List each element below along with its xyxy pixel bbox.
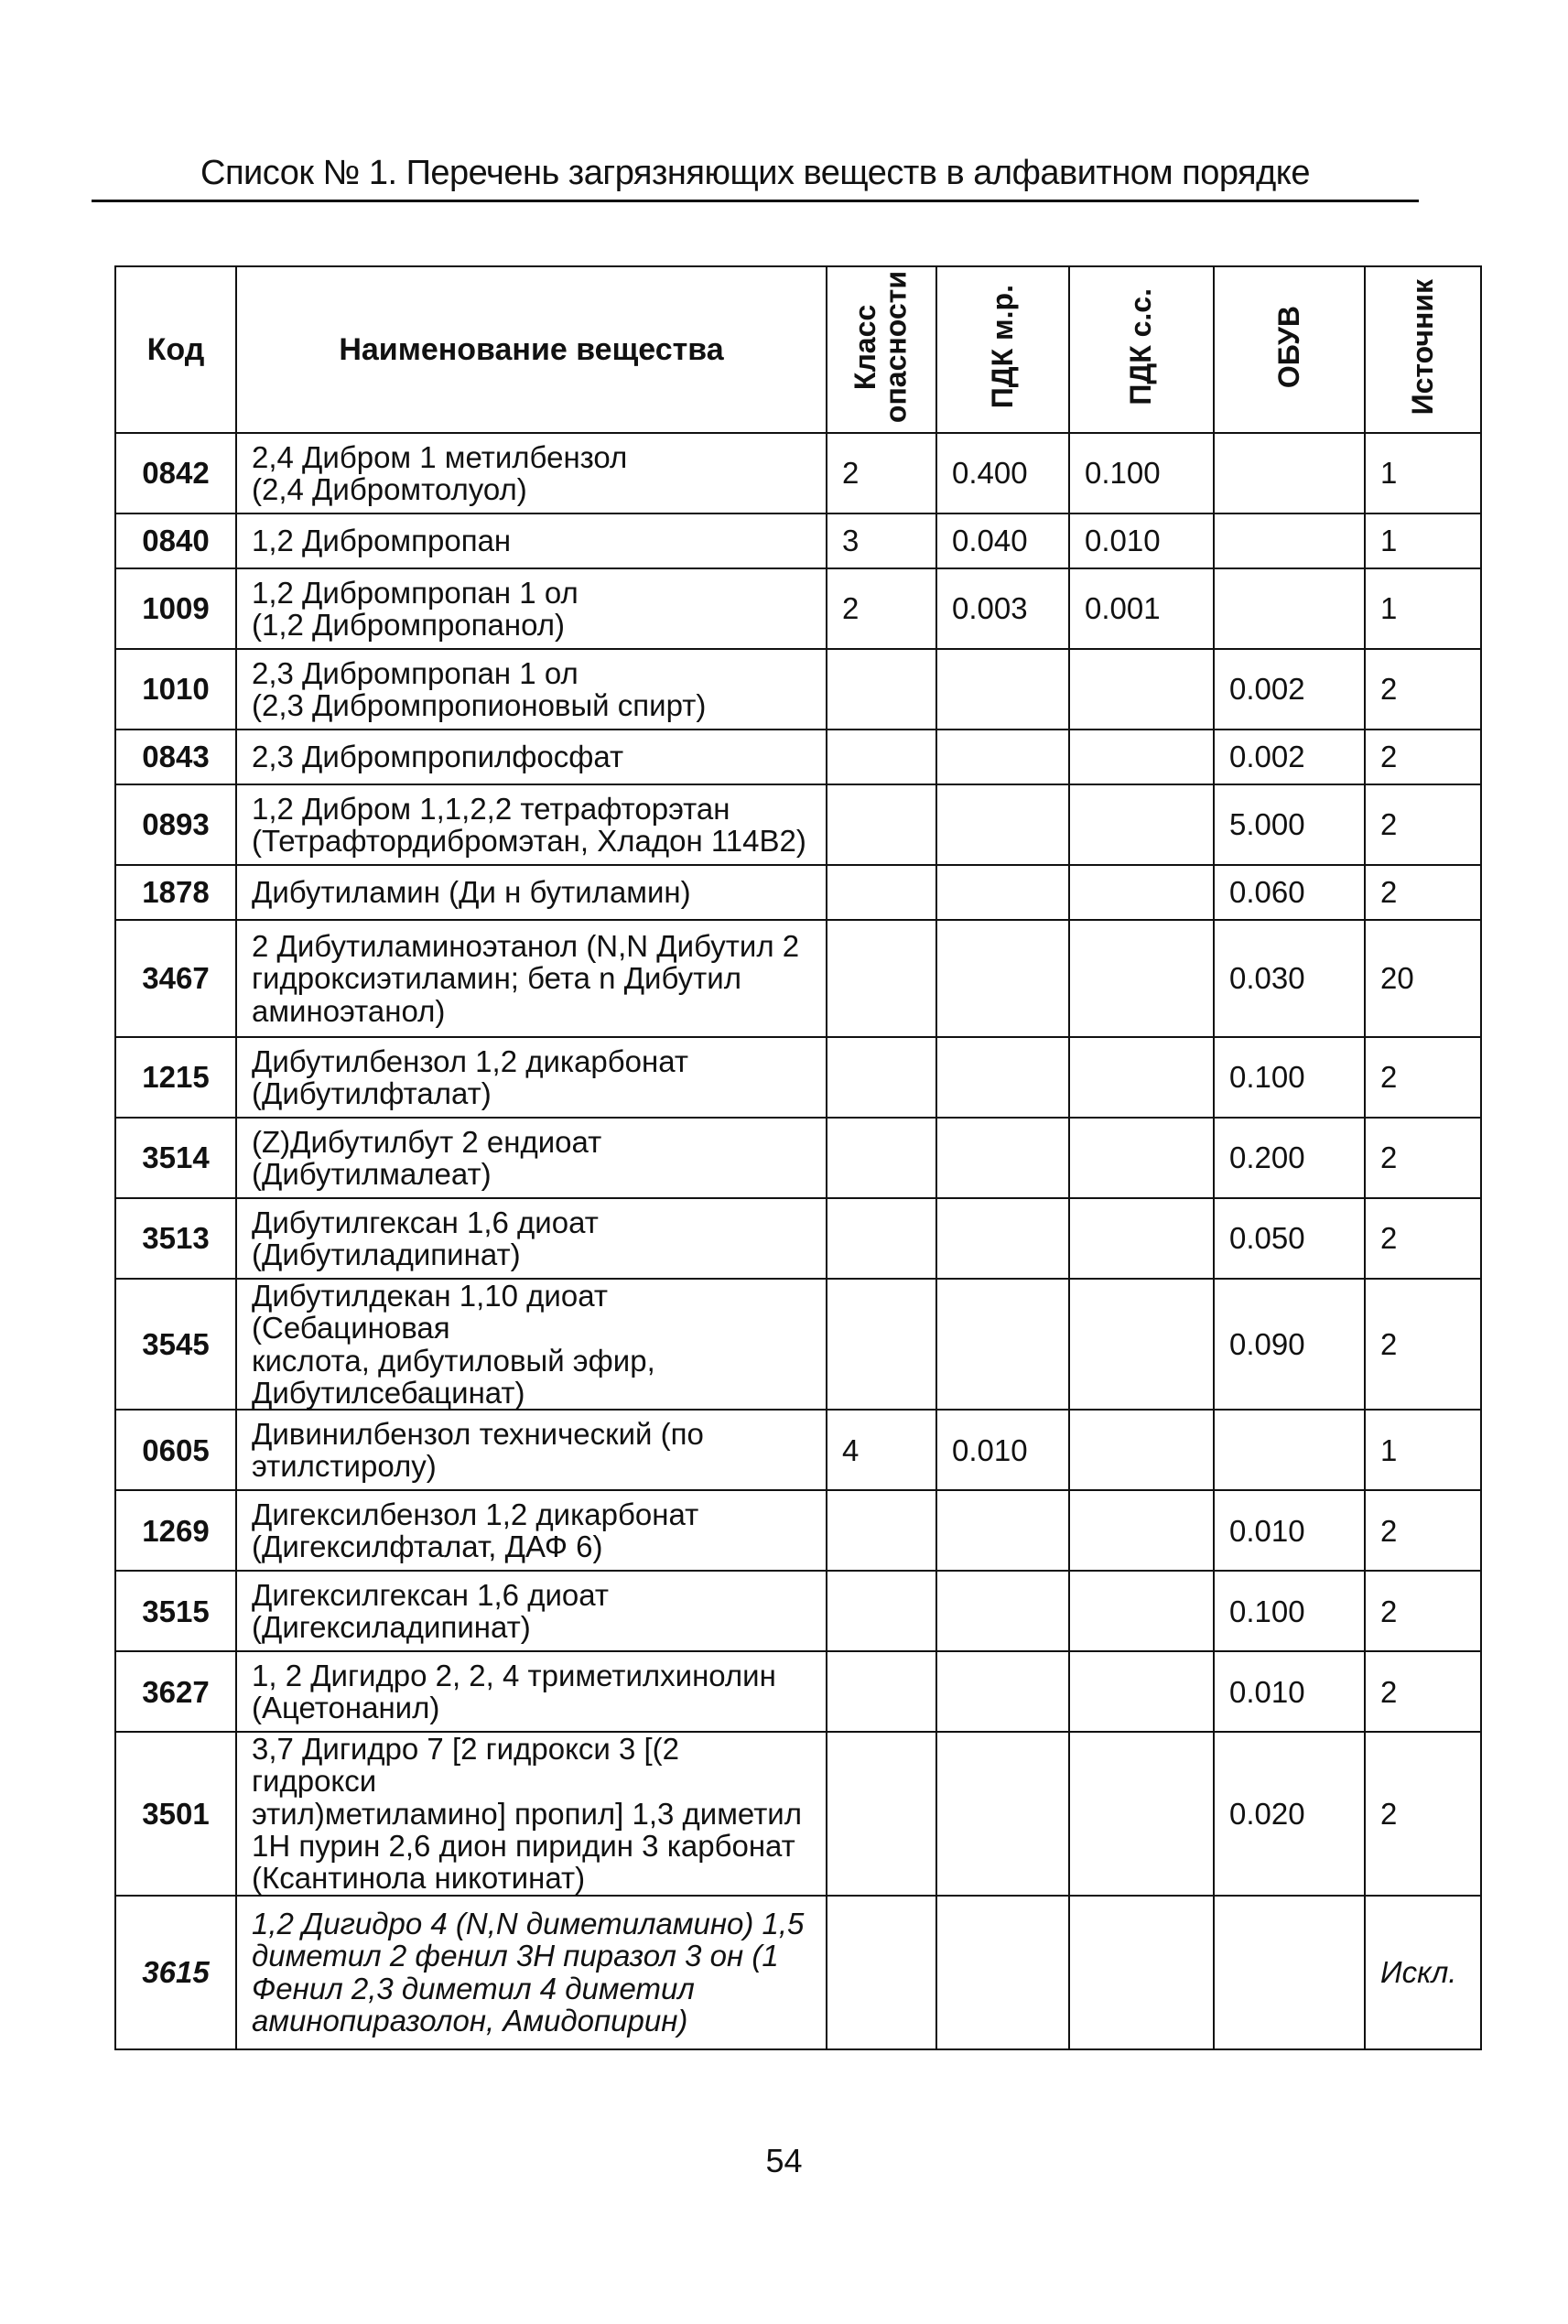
table-row [115, 1279, 1481, 1410]
cell-name-line: Дигексилгексан 1,6 диоат [252, 1577, 609, 1612]
table-row [115, 1037, 1481, 1118]
cell-name-line: 1, 2 Дигидро 2, 2, 4 триметилхинолин [252, 1658, 776, 1692]
cell-code: 0605 [115, 1410, 236, 1490]
cell-obuv [1214, 513, 1365, 568]
cell-pdk-mr [936, 1037, 1069, 1118]
cell-pdk-ss [1069, 1118, 1214, 1198]
table-row [115, 433, 1481, 513]
cell-class [827, 1490, 936, 1571]
cell-name-line: этил)метиламино] пропил] 1,3 диметил [252, 1796, 802, 1831]
cell-name-line: (Ксантинола никотинат) [252, 1861, 586, 1896]
cell-name-line: 2,4 Дибром 1 метилбензол [252, 439, 628, 474]
cell-name-line: аминоэтанол) [252, 993, 446, 1028]
cell-obuv [1214, 433, 1365, 513]
col-header-class-line2: опасности [880, 270, 913, 423]
cell-name [236, 865, 827, 920]
cell-class [827, 865, 936, 920]
cell-source: Искл. [1365, 1896, 1481, 2049]
page-title: Список № 1. Перечень загрязняющих веществ в алфавитном порядке [200, 154, 1310, 192]
cell-code: 3627 [115, 1651, 236, 1732]
cell-code: 1269 [115, 1490, 236, 1571]
cell-pdk-mr [936, 1896, 1069, 2049]
cell-pdk-mr: 0.400 [936, 433, 1069, 513]
col-header-class-line1: Класс [849, 304, 882, 390]
cell-name-line: (Z)Дибутилбут 2 ендиоат [252, 1124, 602, 1159]
cell-obuv [1214, 1896, 1365, 2049]
cell-class: 4 [827, 1410, 936, 1490]
table-row [115, 1490, 1481, 1571]
cell-pdk-mr [936, 1490, 1069, 1571]
col-header-source [1365, 266, 1481, 433]
cell-obuv: 0.090 [1214, 1279, 1365, 1410]
cell-name [236, 1279, 827, 1410]
cell-source: 2 [1365, 1571, 1481, 1651]
cell-name-line: Дигексилбензол 1,2 дикарбонат [252, 1497, 699, 1531]
cell-name [236, 1732, 827, 1895]
cell-pdk-mr [936, 784, 1069, 865]
cell-pdk-mr [936, 1732, 1069, 1895]
cell-name-line: диметил 2 фенил 3Н пиразол 3 он (1 [252, 1939, 779, 1973]
cell-code: 1215 [115, 1037, 236, 1118]
cell-pdk-ss [1069, 1732, 1214, 1895]
cell-class [827, 1571, 936, 1651]
col-header-pdk-ss [1069, 266, 1214, 433]
cell-name [236, 433, 827, 513]
cell-pdk-ss [1069, 920, 1214, 1037]
table-row [115, 920, 1481, 1037]
cell-name-line: (Дибутилмалеат) [252, 1157, 492, 1191]
cell-source: 2 [1365, 784, 1481, 865]
table-row [115, 513, 1481, 568]
cell-name-line: Дибутиламин (Ди н бутиламин) [252, 875, 691, 910]
cell-name-line: кислота, дибутиловый эфир, [252, 1343, 655, 1378]
cell-pdk-mr [936, 649, 1069, 730]
cell-name-line: 1,2 Дибромпропан [252, 524, 512, 558]
cell-name-line: Дибутилдекан 1,10 диоат (Себациновая [252, 1279, 608, 1346]
cell-code: 0842 [115, 433, 236, 513]
cell-source: 2 [1365, 1279, 1481, 1410]
cell-pdk-mr: 0.010 [936, 1410, 1069, 1490]
substances-table [114, 265, 1482, 2050]
cell-class [827, 1118, 936, 1198]
cell-source: 1 [1365, 1410, 1481, 1490]
cell-name-line: 1,2 Дибромпропан 1 ол [252, 575, 579, 610]
cell-code: 0843 [115, 730, 236, 784]
cell-name-line: Фенил 2,3 диметил 4 диметил [252, 1971, 695, 2005]
cell-obuv: 0.050 [1214, 1198, 1365, 1279]
cell-obuv: 0.200 [1214, 1118, 1365, 1198]
cell-code: 3615 [115, 1896, 236, 2049]
cell-name-line: 2,3 Дибромпропан 1 ол [252, 655, 579, 690]
cell-pdk-ss [1069, 865, 1214, 920]
col-header-pdk-mr [936, 266, 1069, 433]
cell-name-line: 2 Дибутиламиноэтанол (N,N Дибутил 2 [252, 929, 800, 964]
cell-code: 3515 [115, 1571, 236, 1651]
cell-code: 0893 [115, 784, 236, 865]
cell-name [236, 1198, 827, 1279]
cell-name [236, 1037, 827, 1118]
cell-pdk-ss [1069, 1490, 1214, 1571]
cell-code: 3545 [115, 1279, 236, 1410]
cell-pdk-ss [1069, 730, 1214, 784]
table-row [115, 1571, 1481, 1651]
cell-class: 2 [827, 568, 936, 649]
cell-source: 2 [1365, 649, 1481, 730]
cell-name [236, 920, 827, 1037]
table-row [115, 865, 1481, 920]
cell-name-line: гидроксиэтиламин; бета n Дибутил [252, 961, 741, 996]
cell-name [236, 1896, 827, 2049]
cell-pdk-mr [936, 730, 1069, 784]
cell-name [236, 649, 827, 730]
cell-pdk-ss [1069, 1279, 1214, 1410]
cell-source: 1 [1365, 568, 1481, 649]
cell-pdk-ss [1069, 1651, 1214, 1732]
cell-name [236, 1651, 827, 1732]
cell-name-line: 3,7 Дигидро 7 [2 гидрокси 3 [(2 гидрокси [252, 1732, 680, 1799]
cell-class [827, 1732, 936, 1895]
page-number: 54 [765, 2142, 803, 2179]
cell-obuv: 0.100 [1214, 1571, 1365, 1651]
cell-obuv: 0.010 [1214, 1490, 1365, 1571]
cell-name-line: Дибутилгексан 1,6 диоат [252, 1205, 599, 1239]
cell-pdk-mr [936, 1118, 1069, 1198]
cell-name [236, 1571, 827, 1651]
cell-class [827, 649, 936, 730]
table-row [115, 649, 1481, 730]
table-row [115, 568, 1481, 649]
cell-name-line: (Дибутиладипинат) [252, 1238, 521, 1271]
cell-obuv: 0.020 [1214, 1732, 1365, 1895]
cell-code: 3467 [115, 920, 236, 1037]
cell-pdk-ss [1069, 784, 1214, 865]
cell-pdk-ss [1069, 1571, 1214, 1651]
col-header-class [827, 266, 936, 433]
cell-source: 1 [1365, 513, 1481, 568]
cell-pdk-ss: 0.100 [1069, 433, 1214, 513]
cell-code: 0840 [115, 513, 236, 568]
cell-pdk-ss [1069, 1896, 1214, 2049]
cell-pdk-ss: 0.001 [1069, 568, 1214, 649]
cell-class [827, 784, 936, 865]
cell-class [827, 920, 936, 1037]
table-row [115, 1198, 1481, 1279]
table-row [115, 730, 1481, 784]
cell-obuv: 0.060 [1214, 865, 1365, 920]
cell-class [827, 730, 936, 784]
col-header-obuv-label: ОБУВ [1271, 305, 1305, 388]
cell-name-line: (Тетрафтордибромэтан, Хладон 114В2) [252, 824, 806, 858]
cell-source: 2 [1365, 730, 1481, 784]
cell-name-line: (Дибутилфталат) [252, 1076, 492, 1110]
cell-source: 2 [1365, 1490, 1481, 1571]
cell-class [827, 1896, 936, 2049]
header-divider [92, 200, 1419, 202]
cell-name-line: (Дигексиладипинат) [252, 1610, 531, 1645]
cell-name-line: (Дигексилфталат, ДАФ 6) [252, 1530, 603, 1564]
col-header-pdk-mr-label: ПДК м.р. [985, 285, 1019, 409]
cell-source: 20 [1365, 920, 1481, 1037]
cell-obuv: 0.002 [1214, 730, 1365, 784]
cell-obuv [1214, 1410, 1365, 1490]
cell-name [236, 568, 827, 649]
cell-name-line: Дибутилсебацинат) [252, 1375, 525, 1410]
cell-class: 3 [827, 513, 936, 568]
cell-name-line: (Ацетонанил) [252, 1691, 440, 1725]
cell-pdk-mr [936, 1198, 1069, 1279]
cell-obuv: 0.100 [1214, 1037, 1365, 1118]
cell-obuv [1214, 568, 1365, 649]
cell-obuv: 0.030 [1214, 920, 1365, 1037]
cell-name [236, 1490, 827, 1571]
cell-pdk-ss [1069, 1037, 1214, 1118]
table-row [115, 1651, 1481, 1732]
table-row [115, 1732, 1481, 1895]
table-row [115, 784, 1481, 865]
cell-pdk-mr [936, 1279, 1069, 1410]
cell-obuv: 0.010 [1214, 1651, 1365, 1732]
cell-pdk-ss: 0.010 [1069, 513, 1214, 568]
col-header-pdk-ss-label: ПДК с.с. [1124, 288, 1158, 405]
cell-name-line: 1,2 Дигидро 4 (N,N диметиламино) 1,5 [252, 1907, 805, 1941]
cell-source: 2 [1365, 1651, 1481, 1732]
cell-code: 1009 [115, 568, 236, 649]
cell-pdk-mr [936, 1571, 1069, 1651]
cell-name-line: (1,2 Дибромпропанол) [252, 608, 566, 642]
cell-name-line: 2,3 Дибромпропилфосфат [252, 740, 624, 774]
cell-name [236, 1410, 827, 1490]
cell-source: 2 [1365, 1118, 1481, 1198]
cell-obuv: 5.000 [1214, 784, 1365, 865]
cell-pdk-mr [936, 865, 1069, 920]
cell-code: 1010 [115, 649, 236, 730]
cell-name [236, 784, 827, 865]
cell-pdk-ss [1069, 1198, 1214, 1279]
cell-name-line: (2,3 Дибромпропионовый спирт) [252, 688, 707, 722]
table-row [115, 1410, 1481, 1490]
col-header-source-label: Источник [1405, 278, 1439, 416]
cell-name-line: этилстиролу) [252, 1449, 437, 1484]
cell-name-line: аминопиразолон, Амидопирин) [252, 2003, 688, 2038]
cell-source: 2 [1365, 865, 1481, 920]
cell-name [236, 730, 827, 784]
cell-name-line: Дивинилбензол технический (по [252, 1416, 704, 1451]
table-row [115, 1118, 1481, 1198]
table-row [115, 1896, 1481, 2049]
cell-pdk-mr: 0.003 [936, 568, 1069, 649]
cell-name-line: 1,2 Дибром 1,1,2,2 тетрафторэтан [252, 791, 730, 826]
cell-pdk-ss [1069, 1410, 1214, 1490]
header-row [115, 266, 1481, 433]
cell-class [827, 1198, 936, 1279]
cell-name-line: 1Н пурин 2,6 дион пиридин 3 карбонат [252, 1829, 795, 1864]
cell-pdk-mr [936, 920, 1069, 1037]
cell-class [827, 1037, 936, 1118]
cell-source: 2 [1365, 1732, 1481, 1895]
cell-source: 2 [1365, 1037, 1481, 1118]
cell-name [236, 513, 827, 568]
cell-pdk-ss [1069, 649, 1214, 730]
cell-name-line: (2,4 Дибромтолуол) [252, 472, 527, 506]
cell-source: 1 [1365, 433, 1481, 513]
cell-name [236, 1118, 827, 1198]
col-header-obuv [1214, 266, 1365, 433]
cell-pdk-mr [936, 1651, 1069, 1732]
cell-code: 1878 [115, 865, 236, 920]
cell-class [827, 1279, 936, 1410]
cell-obuv: 0.002 [1214, 649, 1365, 730]
cell-class: 2 [827, 433, 936, 513]
cell-code: 3513 [115, 1198, 236, 1279]
cell-code: 3501 [115, 1732, 236, 1895]
cell-class [827, 1651, 936, 1732]
cell-source: 2 [1365, 1198, 1481, 1279]
col-header-code: Код [115, 266, 236, 433]
cell-pdk-mr: 0.040 [936, 513, 1069, 568]
cell-name-line: Дибутилбензол 1,2 дикарбонат [252, 1043, 689, 1078]
col-header-name: Наименование вещества [236, 266, 827, 433]
cell-code: 3514 [115, 1118, 236, 1198]
